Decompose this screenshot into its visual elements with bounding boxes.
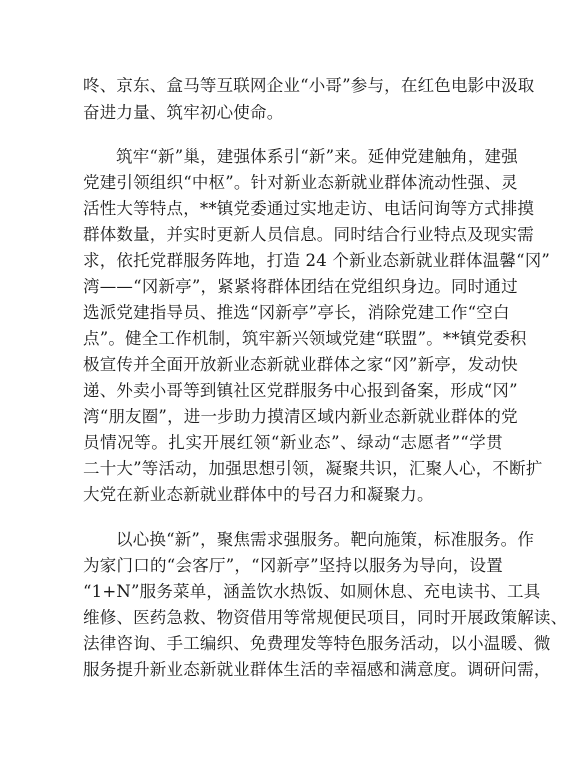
- paragraph-2-line-2: 党建引领组织“中枢”。针对新业态新就业群体流动性强、灵: [83, 173, 518, 192]
- paragraph-3-line-1: 以心换“新”，聚焦需求强服务。靶向施策，标准服务。作: [116, 530, 535, 549]
- paragraph-2-line-10: 递、外卖小哥等到镇社区党群服务中心报到备案，形成“冈”: [83, 381, 518, 400]
- paragraph-2-line-4: 群体数量，并实时更新人员信息。同时结合行业特点及现实需: [83, 225, 534, 244]
- paragraph-2-line-8: 点”。健全工作机制，筑牢新兴领域党建“联盟”。**镇党委积: [83, 329, 527, 348]
- paragraph-2-line-6: 湾——“冈新亭”，紧紧将群体团结在党组织身边。同时通过: [83, 277, 518, 296]
- paragraph-2-line-9: 极宣传并全面开放新业态新就业群体之家“冈”新亭，发动快: [83, 355, 518, 374]
- paragraph-1-line-2: 奋进力量、筑牢初心使命。: [83, 103, 284, 122]
- paragraph-2-line-1: 筑牢“新”巢，建强体系引“新”来。延伸党建触角，建强: [116, 147, 518, 166]
- paragraph-3-line-3: “1+N”服务菜单，涵盖饮水热饭、如厕休息、充电读书、工具: [83, 582, 541, 601]
- paragraph-2-line-11: 湾“朋友圈”，进一步助力摸清区域内新业态新就业群体的党: [83, 407, 518, 426]
- paragraph-2-line-7: 选派党建指导员、推选“冈新亭”亭长，消除党建工作“空白: [83, 303, 510, 322]
- paragraph-2-line-3: 活性大等特点，**镇党委通过实地走访、电话问询等方式排摸: [83, 199, 535, 218]
- paragraph-2-line-12: 员情况等。扎实开展红领“新业态”、绿动“志愿者”“学贯: [83, 433, 503, 452]
- paragraph-3-line-2: 为家门口的“会客厅”，“冈新亭”坚持以服务为导向，设置: [83, 556, 503, 575]
- paragraph-3-line-4: 维修、医药急救、物资借用等常规便民项目，同时开展政策解读、: [83, 608, 568, 627]
- paragraph-1-line-1: 咚、京东、盒马等互联网企业“小哥”参与，在红色电影中汲取: [83, 76, 535, 95]
- paragraph-2-line-13: 二十大”等活动，加强思想引领，凝聚共识，汇聚人心，不断扩: [83, 459, 543, 478]
- paragraph-2-line-5: 求，依托党群服务阵地，打造 24 个新业态新就业群体温馨“冈”: [83, 251, 551, 270]
- paragraph-3-line-6: 服务提升新业态新就业群体生活的幸福感和满意度。调研问需，: [83, 660, 551, 679]
- paragraph-3-line-5: 法律咨询、手工编织、免费理发等特色服务活动，以小温暖、微: [83, 634, 551, 653]
- paragraph-2-line-14: 大党在新业态新就业群体中的号召力和凝聚力。: [83, 485, 434, 504]
